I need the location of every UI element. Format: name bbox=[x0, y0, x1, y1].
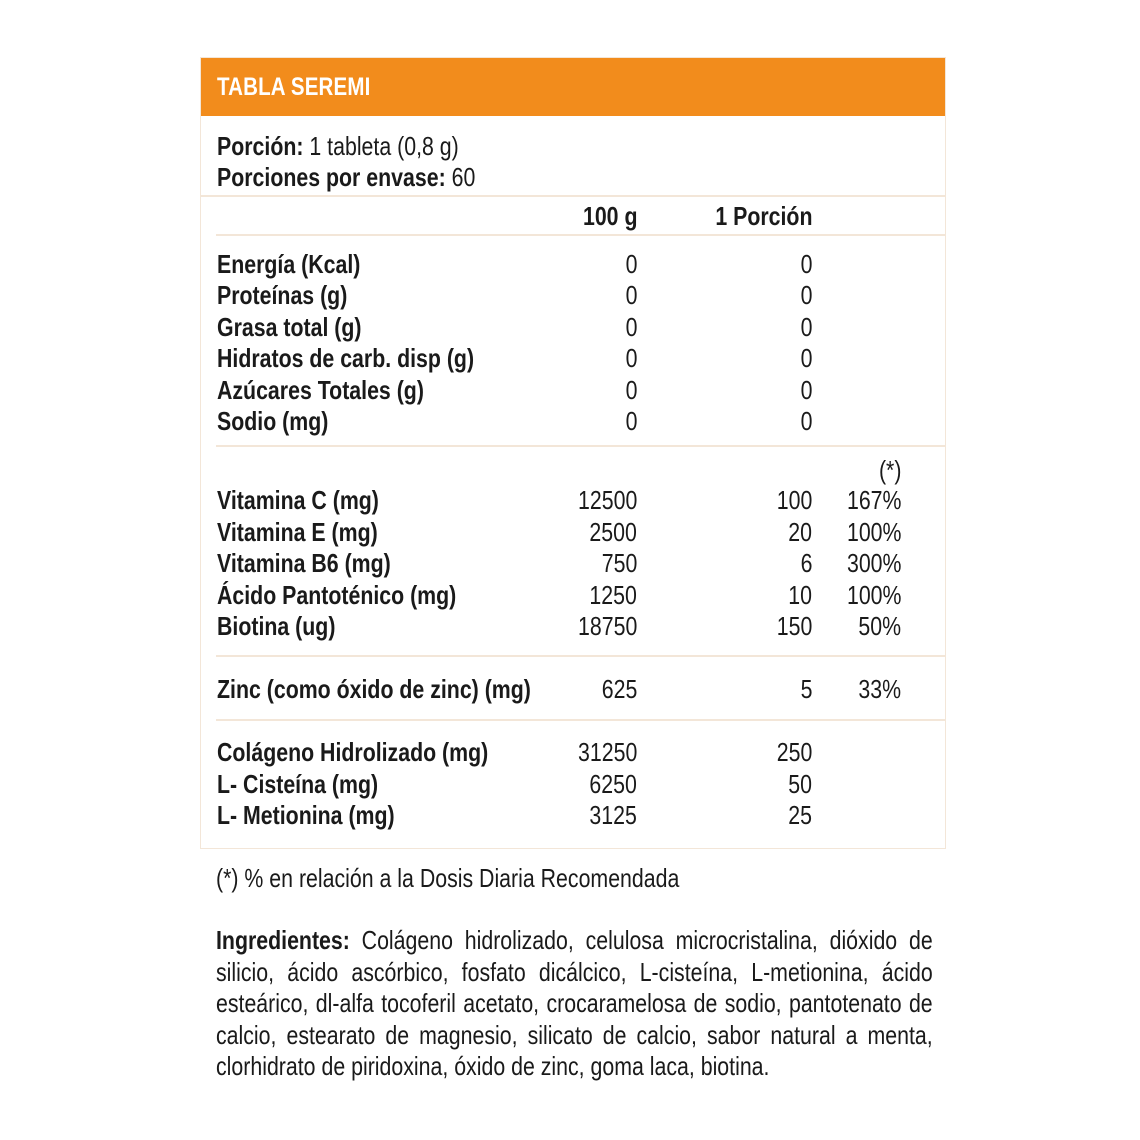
nutrient-name: Hidratos de carb. disp (g) bbox=[217, 343, 475, 373]
vitamin-name: Biotina (ug) bbox=[217, 611, 336, 641]
nutrient-per100: 0 bbox=[625, 375, 637, 405]
nutrient-per100: 0 bbox=[625, 280, 637, 310]
footnote: (*) % en relación a la Dosis Diaria Recomendada bbox=[216, 863, 680, 893]
servings-per-container: Porciones por envase: 60 bbox=[217, 162, 476, 192]
compound-per-portion: 50 bbox=[788, 769, 812, 799]
divider bbox=[216, 234, 945, 236]
column-header-portion: 1 Porción bbox=[714, 201, 812, 231]
compound-name: Colágeno Hidrolizado (mg) bbox=[217, 737, 489, 767]
nutrient-per-portion: 0 bbox=[800, 249, 812, 279]
nutrient-per100: 0 bbox=[625, 312, 637, 342]
column-header-100g: 100 g bbox=[582, 201, 637, 231]
ingredients-text: Colágeno hidrolizado, celulosa microcristalina, dióxido de silicio, ácido ascórbico, fosfato dicálcico, L-cisteína, L-metionina, ácido esteárico, dl-alfa tocoferil acetato, crocaramelosa de sodio, pantotenato de calcio, estearato de magnesio, silicato de calcio, sabor natural a menta, clorhidrato de piridoxina, óxido de zinc, goma laca, biotina. bbox=[216, 925, 933, 1081]
vitamin-daily-value: 300% bbox=[846, 548, 901, 578]
vitamin-name: Ácido Pantoténico (mg) bbox=[217, 580, 457, 610]
vitamin-name: Vitamina B6 (mg) bbox=[217, 548, 391, 578]
mineral-per-portion: 5 bbox=[800, 674, 812, 704]
compound-per-portion: 25 bbox=[788, 800, 812, 830]
compound-name: L- Cisteína (mg) bbox=[217, 769, 379, 799]
vitamin-per100: 18750 bbox=[577, 611, 637, 641]
vitamin-daily-value: 50% bbox=[858, 611, 901, 641]
nutrient-per100: 0 bbox=[625, 343, 637, 373]
compound-per100: 3125 bbox=[589, 800, 637, 830]
compound-name: L- Metionina (mg) bbox=[217, 800, 395, 830]
nutrient-name: Energía (Kcal) bbox=[217, 249, 361, 279]
table-title: TABLA SEREMI bbox=[217, 73, 371, 101]
compound-per100: 6250 bbox=[589, 769, 637, 799]
divider bbox=[201, 195, 945, 197]
vitamin-per-portion: 100 bbox=[776, 485, 812, 515]
daily-value-marker: (*) bbox=[878, 455, 901, 485]
nutrient-name: Azúcares Totales (g) bbox=[217, 375, 424, 405]
vitamin-per100: 1250 bbox=[589, 580, 637, 610]
ingredients-paragraph bbox=[216, 925, 933, 1083]
nutrient-per100: 0 bbox=[625, 406, 637, 436]
nutrient-per-portion: 0 bbox=[800, 343, 812, 373]
nutrient-name: Grasa total (g) bbox=[217, 312, 362, 342]
nutrient-per-portion: 0 bbox=[800, 312, 812, 342]
nutrition-table bbox=[200, 57, 946, 849]
divider bbox=[216, 655, 945, 657]
nutrient-per-portion: 0 bbox=[800, 280, 812, 310]
divider bbox=[216, 445, 945, 447]
vitamin-name: Vitamina E (mg) bbox=[217, 517, 378, 547]
serving-size: Porción: 1 tableta (0,8 g) bbox=[217, 131, 459, 161]
nutrient-name: Proteínas (g) bbox=[217, 280, 348, 310]
vitamin-per100: 12500 bbox=[577, 485, 637, 515]
vitamin-daily-value: 167% bbox=[846, 485, 901, 515]
vitamin-name: Vitamina C (mg) bbox=[217, 485, 379, 515]
vitamin-per-portion: 20 bbox=[788, 517, 812, 547]
vitamin-daily-value: 100% bbox=[846, 517, 901, 547]
vitamin-daily-value: 100% bbox=[846, 580, 901, 610]
vitamin-per100: 2500 bbox=[589, 517, 637, 547]
nutrient-per-portion: 0 bbox=[800, 406, 812, 436]
ingredients-label: Ingredientes: bbox=[216, 925, 350, 955]
nutrient-per-portion: 0 bbox=[800, 375, 812, 405]
compound-per100: 31250 bbox=[577, 737, 637, 767]
mineral-name: Zinc (como óxido de zinc) (mg) bbox=[217, 674, 531, 704]
vitamin-per-portion: 10 bbox=[788, 580, 812, 610]
nutrient-name: Sodio (mg) bbox=[217, 406, 329, 436]
mineral-daily-value: 33% bbox=[858, 674, 901, 704]
vitamin-per-portion: 6 bbox=[800, 548, 812, 578]
vitamin-per-portion: 150 bbox=[776, 611, 812, 641]
vitamin-per100: 750 bbox=[601, 548, 637, 578]
mineral-per100: 625 bbox=[601, 674, 637, 704]
divider bbox=[216, 719, 945, 721]
compound-per-portion: 250 bbox=[776, 737, 812, 767]
table-header bbox=[201, 58, 945, 116]
nutrient-per100: 0 bbox=[625, 249, 637, 279]
